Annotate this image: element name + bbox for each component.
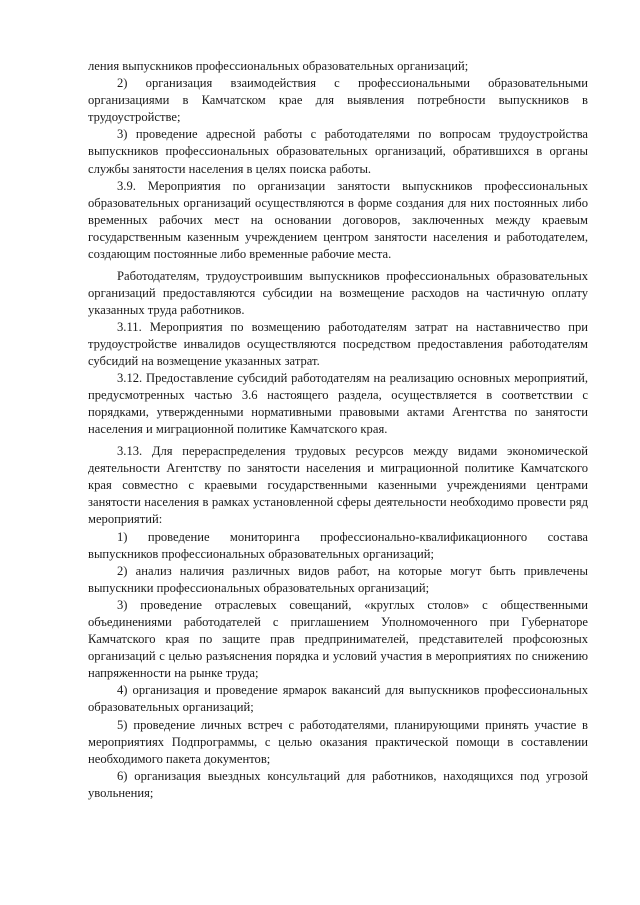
paragraph-measure-1: 1) проведение мониторинга профессионально-квалификационного состава выпускников профессиональных образовательных организаций;	[88, 529, 588, 561]
document-page	[88, 58, 588, 802]
paragraph-section-3-12: 3.12. Предоставление субсидий работодателям на реализацию основных мероприятий, предусмотренных частью 3.6 настоящего раздела, осуществляется в соответствии с порядками, утвержденными нормативными правовыми актами Агентства по занятости населения и миграционной политике Камчатского края.	[88, 371, 588, 437]
paragraph-section-3-13: 3.13. Для перераспределения трудовых ресурсов между видами экономической деятельности Агентству по занятости населения и миграционной политике Камчатского края совместно с краевыми государственными казенными учреждениями центрами занятости населения в рамках установленной сферы деятельности необходимо провести ряд мероприятий:	[88, 444, 588, 527]
paragraph-continuation: ления выпускников профессиональных образовательных организаций;	[88, 59, 469, 73]
paragraph-employers-subsidies: Работодателям, трудоустроившим выпускников профессиональных образовательных организаций предоставляются субсидии на возмещение расходов на частичную оплату указанных труда работников.	[88, 268, 588, 317]
paragraph-measure-6: 6) организация выездных консультаций для работников, находящихся под угрозой увольнения;	[88, 768, 588, 800]
paragraph-measure-5: 5) проведение личных встреч с работодателями, планирующими принять участие в мероприятиях Подпрограммы, с целью оказания практической помощи в составлении необходимого пакета документов;	[88, 717, 588, 766]
paragraph-list-item-3: 3) проведение адресной работы с работодателями по вопросам трудоустройства выпускников профессиональных образовательных организаций, обратившихся в органы службы занятости населения в целях поиска работы.	[88, 127, 588, 176]
paragraph-measure-2: 2) анализ наличия различных видов работ, на которые могут быть привлечены выпускники профессиональных образовательных организаций;	[88, 563, 588, 595]
paragraph-section-3-11: 3.11. Мероприятия по возмещению работодателям затрат на наставничество при трудоустройстве инвалидов осуществляются посредством предоставления работодателям субсидий на возмещение указанных затрат.	[88, 319, 588, 369]
paragraph-measure-4: 4) организация и проведение ярмарок вакансий для выпускников профессиональных образовательных организаций;	[88, 683, 588, 715]
paragraph-measure-3: 3) проведение отраслевых совещаний, «круглых столов» с общественными объединениями работодателей с приглашением Уполномоченного при Губернаторе Камчатского края по защите прав предпринимателей, представителей профсоюзных организаций с целью разъяснения порядка и условий участия в мероприятиях по снижению напряженности на рынке труда;	[88, 597, 588, 681]
paragraph-list-item-2: 2) организация взаимодействия с профессиональными образовательными организациями в Камчатском крае для выявления потребности выпускников в трудоустройстве;	[88, 76, 588, 125]
paragraph-section-3-9: 3.9. Мероприятия по организации занятости выпускников профессиональных образовательных организаций осуществляются в форме создания для них постоянных либо временных рабочих мест на основании договоров, заключенных между краевым государственным казенным учреждением центром занятости населения и работодателем, создающим постоянные либо временные рабочие места.	[88, 178, 588, 262]
